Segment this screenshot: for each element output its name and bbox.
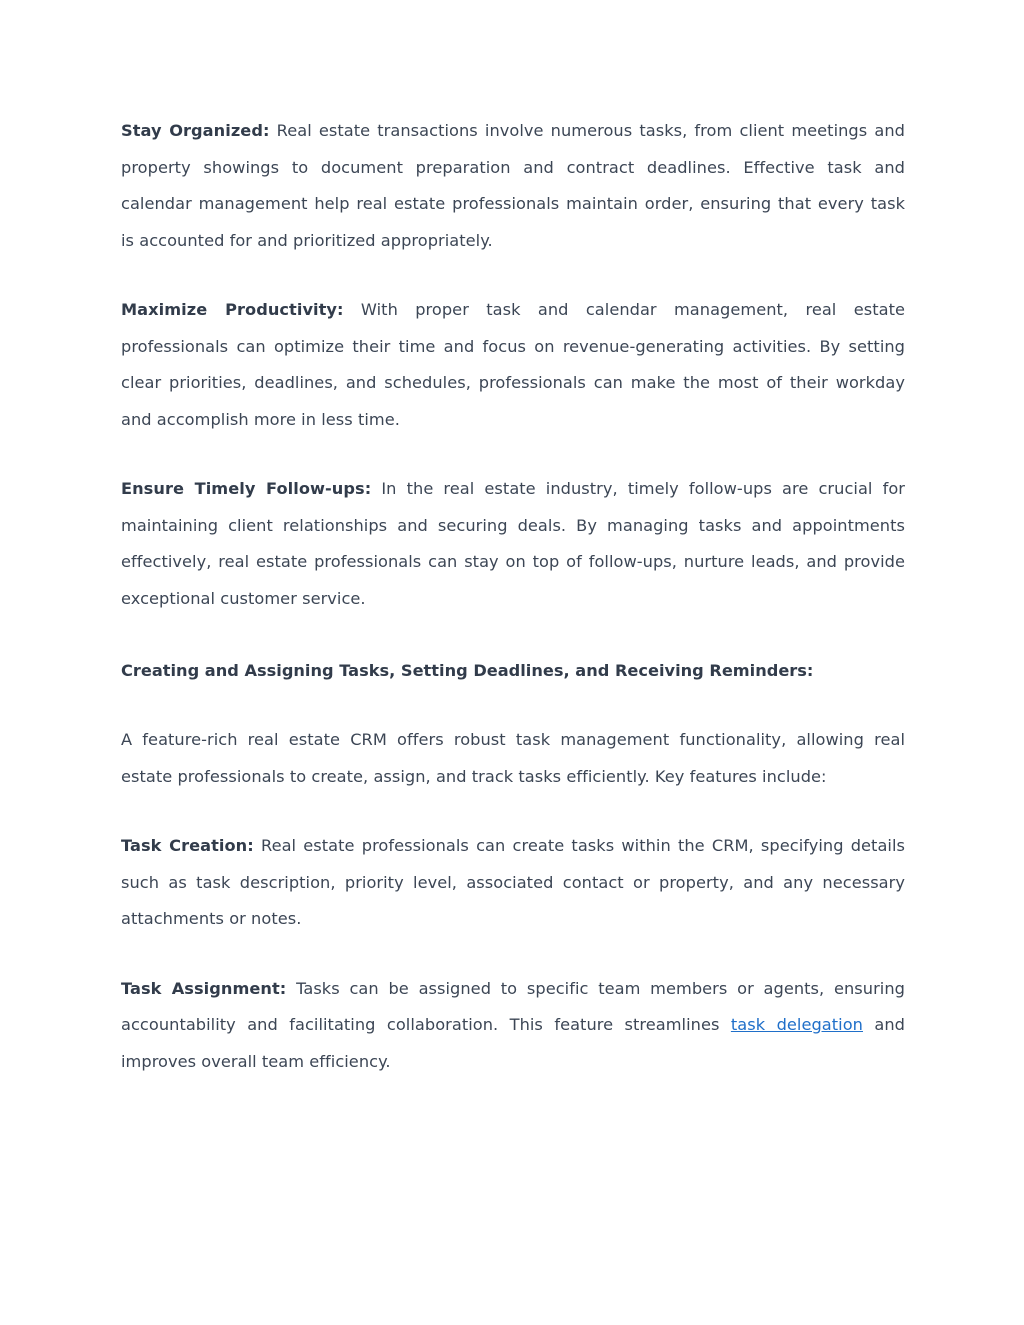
intro-paragraph: A feature-rich real estate CRM offers robust task management functionality, allowing real estate professionals to create, assign, and track tasks efficiently. Key features include: [121, 730, 905, 786]
section-heading: Creating and Assigning Tasks, Setting Deadlines, and Receiving Reminders: [121, 661, 814, 680]
task-delegation-link[interactable]: task delegation [730, 1015, 863, 1034]
stay-organized-label: Stay Organized: [121, 121, 270, 140]
maximize-productivity-label: Maximize Productivity: [121, 300, 344, 319]
paragraph-task-creation [121, 828, 905, 938]
task-assignment-label: Task Assignment: [121, 978, 287, 998]
timely-follow-ups-label: Ensure Timely Follow-ups: [121, 479, 372, 498]
task-assignment-text: Tasks can be assigned to specific team members or agents, ensuring accountability and facilitating collaboration. This feature streamlines [121, 978, 905, 1034]
maximize-productivity-text: With proper task and calendar management, real estate professionals can optimize their time and focus on revenue-generating activities. By setting clear priorities, deadlines, and schedules, professionals can make the most of their workday and accomplish more in less time. [121, 300, 905, 429]
paragraph-timely-follow-ups [121, 471, 905, 617]
timely-follow-ups-text: In the real estate industry, timely follow-ups are crucial for maintaining client relationships and securing deals. By managing tasks and appointments effectively, real estate professionals can stay on top of follow-ups, nurture leads, and provide exceptional customer service. [121, 479, 905, 608]
paragraph-stay-organized [121, 113, 905, 259]
task-assignment-text-end: and improves overall team efficiency. [121, 1015, 906, 1071]
paragraph-task-assignment [121, 971, 905, 1081]
stay-organized-text: Real estate transactions involve numerous tasks, from client meetings and property showings to document preparation and contract deadlines. Effective task and calendar management help real estate professionals maintain order, ensuring that every task is accounted for and prioritized appropriately. [121, 121, 905, 250]
task-creation-text: Real estate professionals can create tasks within the CRM, specifying details such as task description, priority level, associated contact or property, and any necessary attachments or notes. [121, 836, 905, 928]
document-page [121, 113, 905, 1080]
task-creation-label: Task Creation: [121, 836, 254, 855]
paragraph-maximize-productivity [121, 292, 905, 438]
